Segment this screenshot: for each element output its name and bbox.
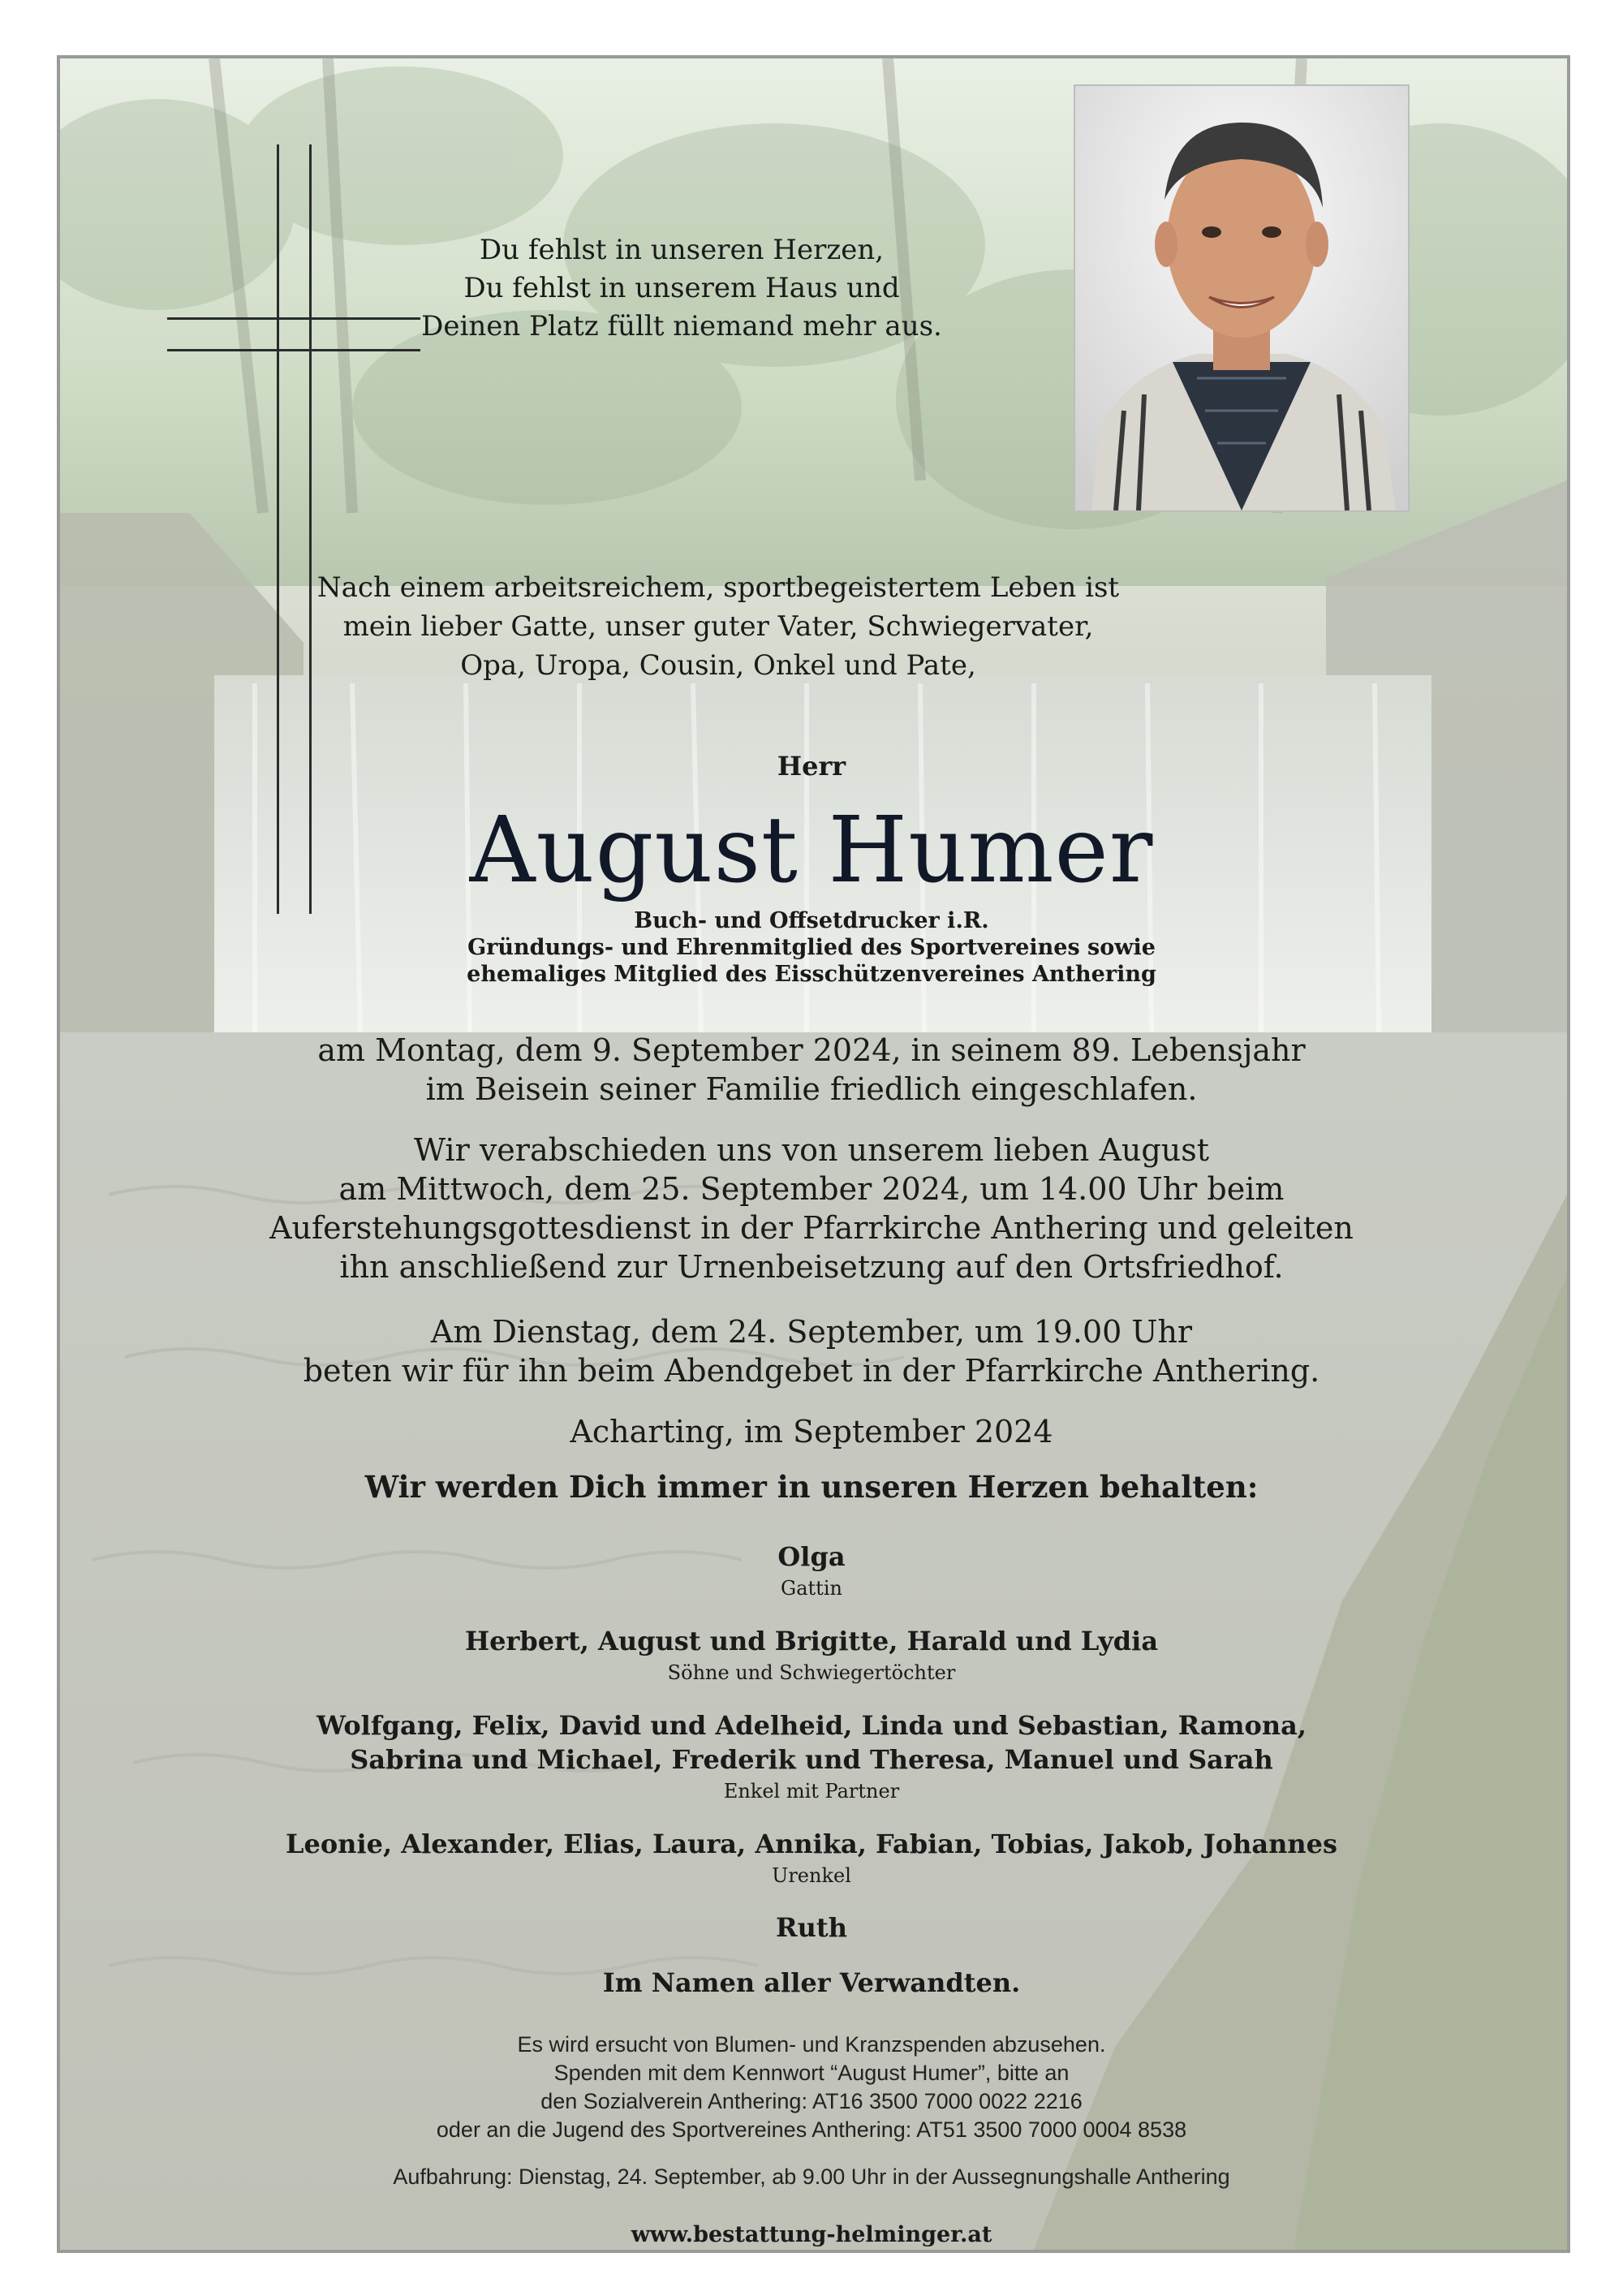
mourner-names: Ruth [776,1912,847,1943]
place-date [0,1412,1623,1451]
website-link[interactable]: www.bestattung-helminger.at [631,2222,992,2247]
body-line: im Beisein seiner Familie friedlich eingeschlafen. [425,1071,1198,1107]
deceased-titles [0,907,1623,988]
donation-line: Es wird ersucht von Blumen- und Kranzspenden abzusehen. [517,2032,1106,2057]
mourner-relation: Söhne und Schwiegertöchter [667,1661,956,1684]
quote-line: Deinen Platz füllt niemand mehr aus. [421,310,942,342]
intro-line: Nach einem arbeitsreichem, sportbegeistertem Leben ist [316,571,1120,604]
donation-line: Spenden mit dem Kennwort “August Humer”, bitte an [553,2061,1070,2085]
intro-line: mein lieber Gatte, unser guter Vater, Schwiegervater, [342,610,1094,643]
mourner-names: Sabrina und Michael, Frederik und Theresa, Manuel und Sarah [350,1744,1273,1775]
body-line: Acharting, im September 2024 [570,1414,1053,1450]
mourner-names: Olga [777,1541,846,1572]
body-line: Auferstehungsgottesdienst in der Pfarrkirche Anthering und geleiten [269,1210,1354,1246]
prayer-paragraph [0,1312,1623,1390]
body-line: Wir verabschieden uns von unserem lieben August [414,1132,1209,1168]
portrait-photo [1074,84,1410,512]
quote-line: Du fehlst in unseren Herzen, [479,234,885,266]
mourner-names: Wolfgang, Felix, David und Adelheid, Linda und Sebastian, Ramona, [316,1710,1307,1741]
title-line: Buch- und Offsetdrucker i.R. [634,908,989,933]
donation-line: oder an die Jugend des Sportvereines Anthering: AT51 3500 7000 0004 8538 [436,2117,1187,2142]
body-line: ihn anschließend zur Urnenbeisetzung auf den Ortsfriedhof. [339,1249,1284,1285]
quote-line: Du fehlst in unserem Haus und [463,272,900,304]
mourner-relation: Gattin [781,1577,842,1600]
viewing-notice: Aufbahrung: Dienstag, 24. September, ab 9.00 Uhr in der Aussegnungshalle Anthering [393,2165,1230,2189]
body-line: Am Dienstag, dem 24. September, um 19.00 Uhr [430,1314,1193,1350]
mourner-names: Leonie, Alexander, Elias, Laura, Annika, Fabian, Tobias, Jakob, Johannes [285,1829,1338,1859]
mourner-relation: Urenkel [772,1864,851,1887]
intro-line: Opa, Uropa, Cousin, Onkel und Pate, [460,649,976,682]
salutation: Herr [777,751,846,782]
memorial-quote [398,231,966,346]
closing-line: Im Namen aller Verwandten. [602,1967,1021,1998]
intro-text [268,568,1169,685]
mourner-relation: Enkel mit Partner [723,1780,900,1803]
title-line: Gründungs- und Ehrenmitglied des Sportvereines sowie [467,935,1156,960]
body-line: beten wir für ihn beim Abendgebet in der Pfarrkirche Anthering. [303,1353,1320,1389]
death-paragraph [0,1031,1623,1109]
donation-notice [0,2031,1623,2144]
body-line: am Mittwoch, dem 25. September 2024, um 14.00 Uhr beim [338,1171,1285,1207]
donation-line: den Sozialverein Anthering: AT16 3500 7000 0022 2216 [540,2089,1083,2113]
mourners-heading: Wir werden Dich immer in unseren Herzen behalten: [364,1469,1259,1505]
body-line: am Montag, dem 9. September 2024, in seinem 89. Lebensjahr [317,1032,1306,1068]
mourner-names: Herbert, August und Brigitte, Harald und Lydia [464,1626,1159,1656]
deceased-name: August Humer [469,798,1154,903]
funeral-paragraph [0,1131,1623,1286]
title-line: ehemaliges Mitglied des Eisschützenvereines Anthering [467,962,1156,987]
